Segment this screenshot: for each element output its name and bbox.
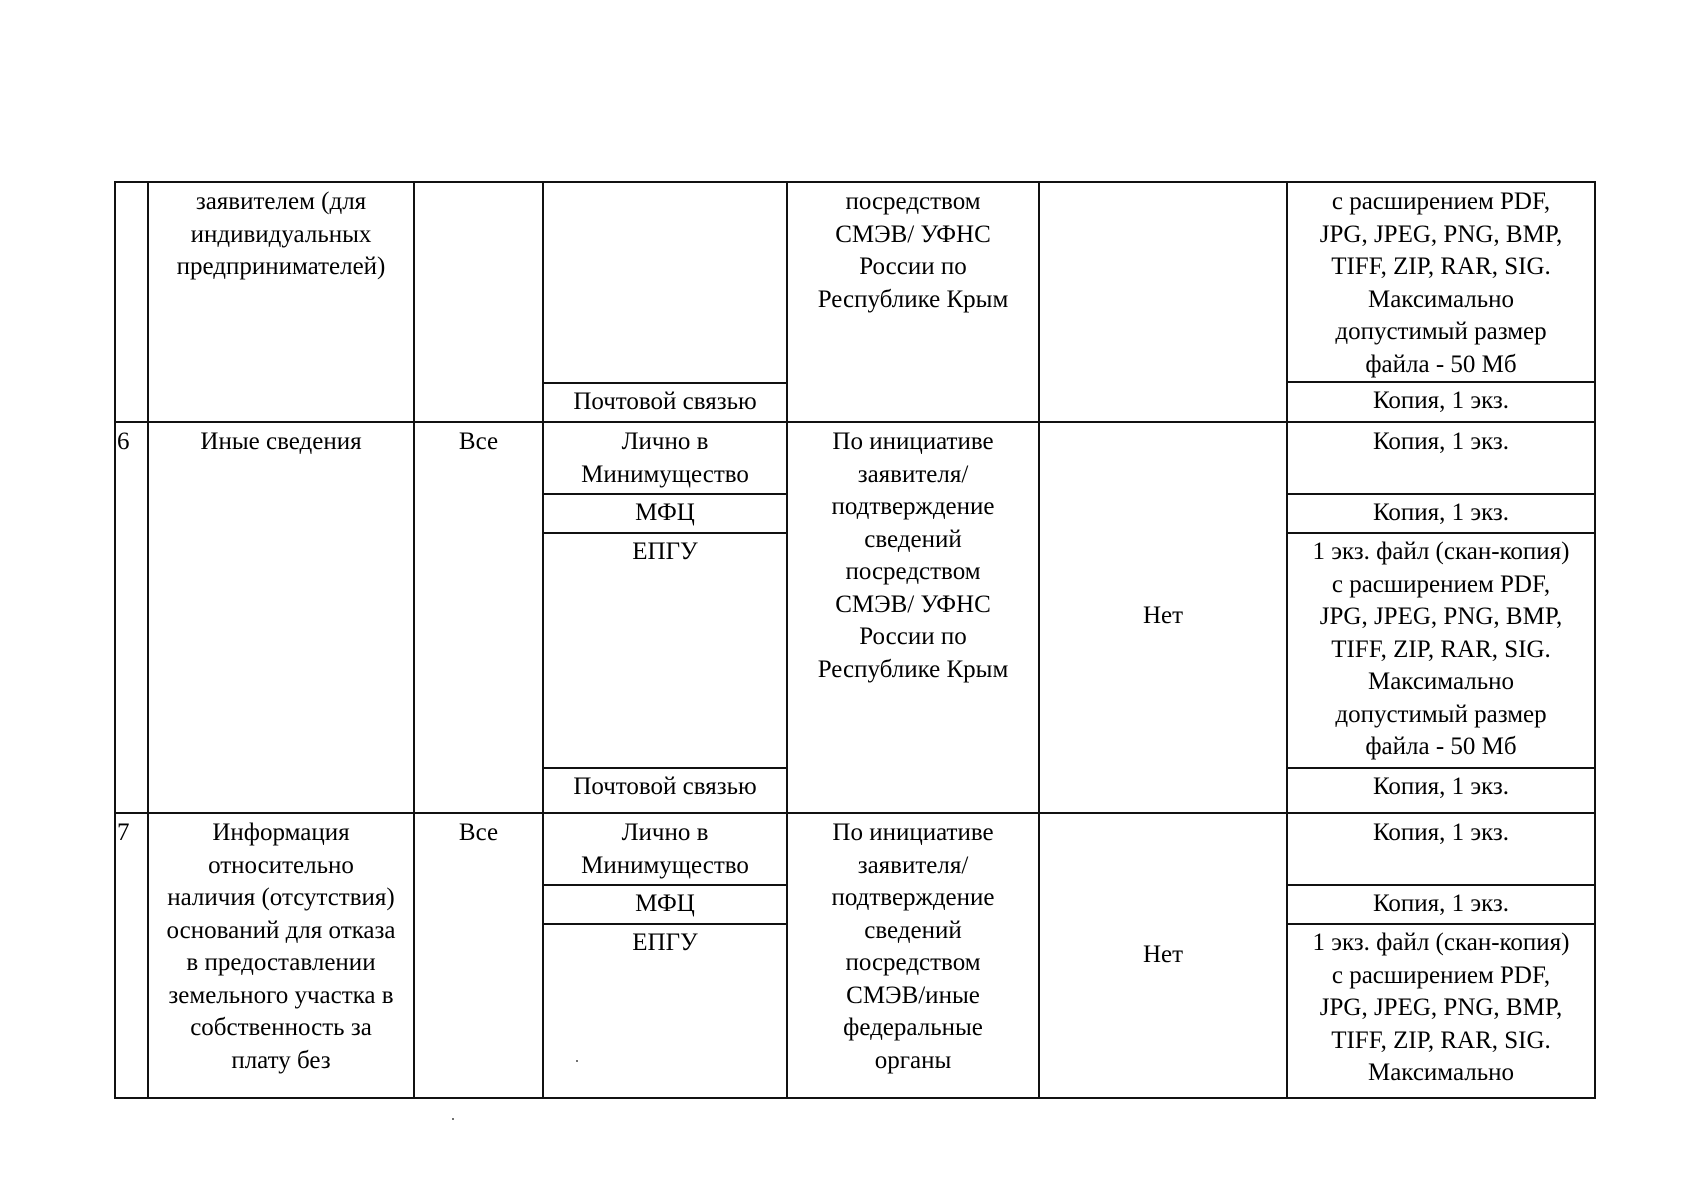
- row6-mandatory: Нет: [1142, 602, 1184, 629]
- row7-mandatory: Нет: [1142, 941, 1184, 968]
- row6-name: Иные сведения: [200, 428, 362, 455]
- submit-divider: [542, 382, 788, 384]
- row-divider-6-7: [114, 812, 1596, 814]
- row6-category: Все: [458, 428, 499, 455]
- row6-submit-personal: Лично в Минимущество: [581, 428, 749, 488]
- row7-name: Информация относительно наличия (отсутствия) оснований для отказа в предоставлении земельного участка в собственность за плату без: [166, 819, 396, 1074]
- row7-form-mfc: Копия, 1 экз.: [1372, 890, 1510, 917]
- submit-divider: [542, 532, 788, 534]
- table-border-top: [114, 181, 1596, 183]
- row6-submit-mfc: МФЦ: [635, 499, 695, 526]
- row7-category: Все: [458, 819, 499, 846]
- row7-number: 7: [117, 819, 130, 846]
- row7-submit-personal: Лично в Минимущество: [581, 819, 749, 879]
- table-border-bottom: [114, 1097, 1596, 1099]
- form-divider: [1286, 532, 1596, 534]
- scan-speck: [576, 1060, 578, 1062]
- row7-submit-mfc: МФЦ: [635, 890, 695, 917]
- row-cont-name: заявителем (для индивидуальных предпринимателей): [176, 188, 386, 280]
- row-divider-5-6: [114, 421, 1596, 423]
- col-line-0: [114, 181, 116, 1099]
- row6-form-personal: Копия, 1 экз.: [1372, 428, 1510, 455]
- submit-divider: [542, 493, 788, 495]
- row6-submit-post: Почтовой связью: [573, 773, 757, 800]
- row7-submit-epgu: ЕПГУ: [632, 929, 698, 956]
- col-line-3: [542, 181, 544, 1099]
- form-divider: [1286, 923, 1596, 925]
- submit-divider: [542, 884, 788, 886]
- row7-form-personal: Копия, 1 экз.: [1372, 819, 1510, 846]
- scan-speck: [452, 1118, 454, 1120]
- row6-form-post: Копия, 1 экз.: [1372, 773, 1510, 800]
- row6-submit-epgu: ЕПГУ: [632, 538, 698, 565]
- row6-method: По инициативе заявителя/ подтверждение сведений посредством СМЭВ/ УФНС России по Республике Крым: [817, 428, 1009, 683]
- row-cont-form-file: с расширением PDF, JPG, JPEG, PNG, BMP, TIFF, ZIP, RAR, SIG. Максимально допустимый размер файла - 50 Мб: [1319, 188, 1563, 378]
- row6-form-mfc: Копия, 1 экз.: [1372, 499, 1510, 526]
- form-divider: [1286, 884, 1596, 886]
- row-cont-submit-post: Почтовой связью: [573, 388, 757, 415]
- form-divider: [1286, 767, 1596, 769]
- form-divider: [1286, 493, 1596, 495]
- row7-method: По инициативе заявителя/ подтверждение сведений посредством СМЭВ/иные федеральные органы: [831, 819, 995, 1074]
- row7-form-epgu: 1 экз. файл (скан-копия) с расширением PDF, JPG, JPEG, PNG, BMP, TIFF, ZIP, RAR, SIG. Максимально: [1312, 929, 1570, 1086]
- submit-divider: [542, 923, 788, 925]
- row6-form-epgu: 1 экз. файл (скан-копия) с расширением PDF, JPG, JPEG, PNG, BMP, TIFF, ZIP, RAR, SIG. Максимально допустимый размер файла - 50 Мб: [1312, 538, 1570, 760]
- row-cont-method: посредством СМЭВ/ УФНС России по Республике Крым: [817, 188, 1009, 313]
- col-line-2: [413, 181, 415, 1099]
- col-line-7: [1594, 181, 1596, 1099]
- row6-number: 6: [117, 428, 130, 455]
- form-divider: [1286, 381, 1596, 383]
- row-cont-form-post: Копия, 1 экз.: [1372, 387, 1510, 414]
- submit-divider: [542, 767, 788, 769]
